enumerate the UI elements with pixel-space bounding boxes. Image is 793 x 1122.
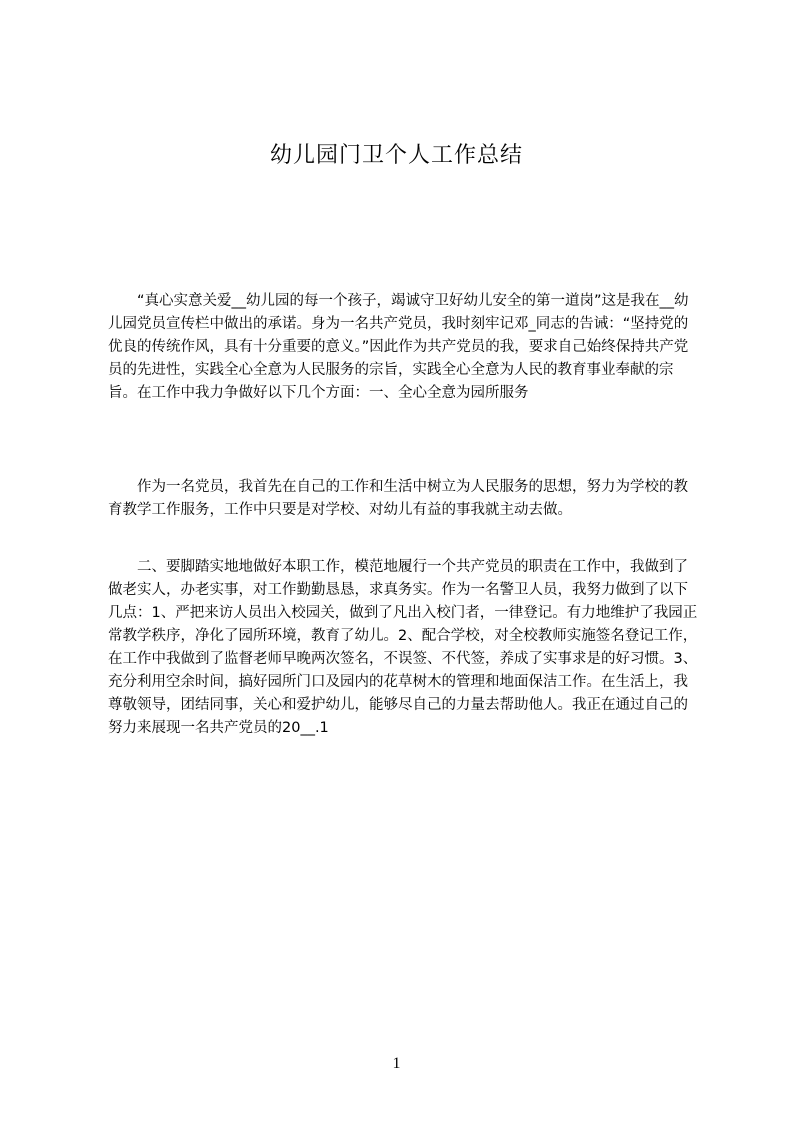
paragraph-block-3 (108, 556, 700, 740)
document-title: 幼儿园门卫个人工作总结 (269, 143, 523, 168)
page-number: 1 (392, 1055, 401, 1072)
paragraph-block-2 (108, 476, 700, 522)
paragraph: 作为一名党员，我首先在自己的工作和生活中树立为人民服务的思想，努力为学校的教育教学工作服务，工作中只要是对学校、对幼儿有益的事我就主动去做。 (108, 479, 688, 518)
paragraph-block-1 (108, 290, 700, 405)
paragraph: 二、要脚踏实地地做好本职工作，模范地履行一个共产党员的职责在工作中，我做到了做老实人，办老实事，对工作勤勤恳恳，求真务实。作为一名警卫人员，我努力做到了以下几点：1、严把来访人员出入校园关，做到了凡出入校门者，一律登记。有力地维护了我园正常教学秩序，净化了园所环境，教育了幼儿。2、配合学校，对全校教师实施签名登记工作，在工作中我做到了监督老师早晚两次签名，不误签、不代签，养成了实事求是的好习惯。3、充分利用空余时间，搞好园所门口及园内的花草树木的管理和地面保洁工作。在生活上，我尊敬领导，团结同事，关心和爱护幼儿，能够尽自己的力量去帮助他人。我正在通过自己的努力来展现一名共产党员的20__.1 (108, 559, 698, 736)
paragraph: “真心实意关爱__幼儿园的每一个孩子，竭诚守卫好幼儿安全的第一道岗”这是我在__幼儿园党员宣传栏中做出的承诺。身为一名共产党员，我时刻牢记邓_同志的告诫：“坚持党的优良的传统作风，具有十分重要的意义。”因此作为共产党员的我，要求自己始终保持共产党员的先进性，实践全心全意为人民服务的宗旨，实践全心全意为人民的教育事业奉献的宗旨。在工作中我力争做好以下几个方面：一、全心全意为园所服务 (108, 293, 689, 401)
